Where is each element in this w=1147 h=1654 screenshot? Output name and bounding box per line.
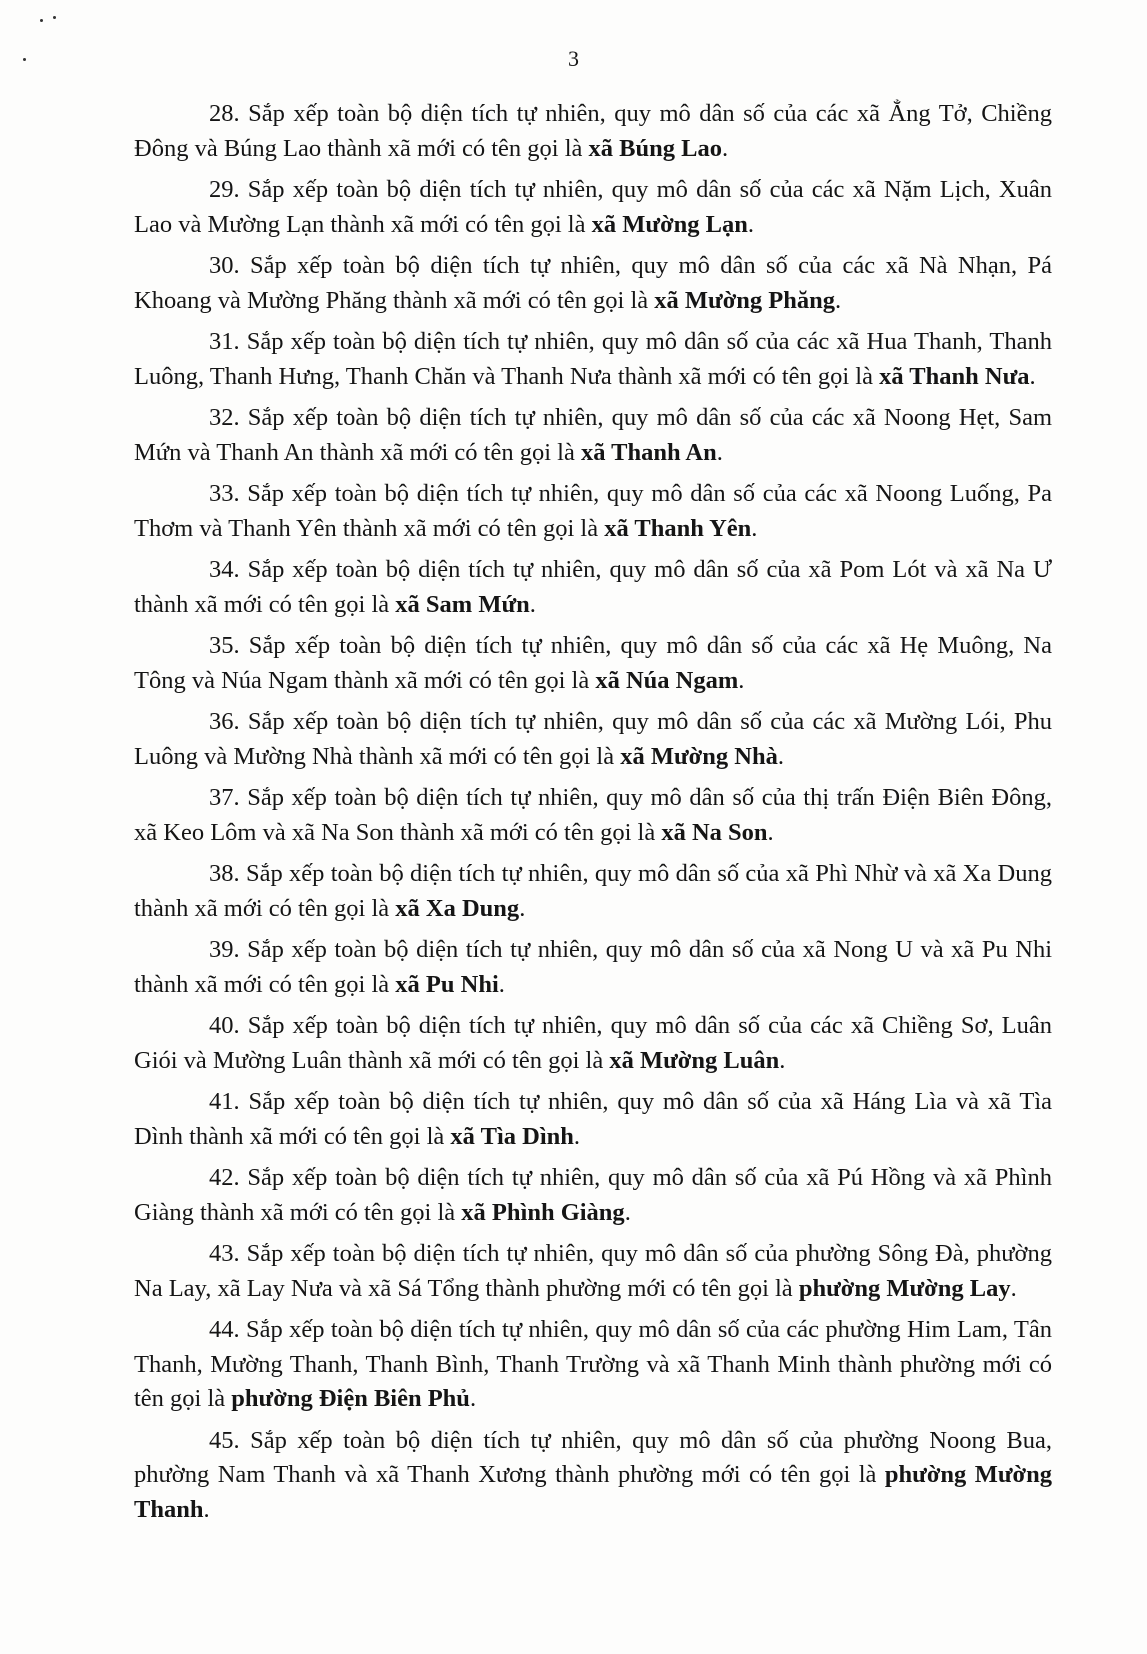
item-end-punctuation: .: [519, 894, 526, 922]
item-end-punctuation: .: [1010, 1274, 1017, 1302]
item-end-punctuation: .: [529, 590, 536, 618]
item-end-punctuation: .: [573, 1122, 581, 1150]
item-text: 43. Sắp xếp toàn bộ diện tích tự nhiên, quy mô dân số của phường Sông Đà, phường Na Lay, xã Lay Nưa và xã Sá Tổng thành phường mới có tên gọi là: [134, 1240, 1052, 1302]
article-item: [134, 781, 1052, 850]
article-item: [134, 1313, 1052, 1417]
item-text: 31. Sắp xếp toàn bộ diện tích tự nhiên, quy mô dân số của các xã Hua Thanh, Thanh Luông, Thanh Hưng, Thanh Chăn và Thanh Nưa thành xã mới có tên gọi là: [134, 328, 1052, 390]
item-end-punctuation: .: [1029, 362, 1036, 390]
item-text: 41. Sắp xếp toàn bộ diện tích tự nhiên, quy mô dân số của xã Háng Lìa và xã Tìa Dình thành xã mới có tên gọi là: [134, 1088, 1052, 1150]
item-text: 44. Sắp xếp toàn bộ diện tích tự nhiên, quy mô dân số của các phường Him Lam, Tân Thanh, Mường Thanh, Thanh Bình, Thanh Trường và xã Thanh Minh thành phường mới có tên gọi là: [134, 1316, 1052, 1412]
item-end-punctuation: .: [751, 514, 758, 542]
item-text: 40. Sắp xếp toàn bộ diện tích tự nhiên, quy mô dân số của các xã Chiềng Sơ, Luân Giói và Mường Luân thành xã mới có tên gọi là: [134, 1012, 1052, 1074]
new-unit-name: xã Xa Dung: [395, 894, 520, 922]
item-text: 39. Sắp xếp toàn bộ diện tích tự nhiên, quy mô dân số của xã Nong U và xã Pu Nhi thành xã mới có tên gọi là: [134, 936, 1052, 998]
scan-speck: [40, 19, 43, 22]
new-unit-name: xã Phình Giàng: [461, 1198, 625, 1226]
item-end-punctuation: .: [835, 286, 842, 314]
item-end-punctuation: .: [624, 1198, 631, 1226]
item-text: 28. Sắp xếp toàn bộ diện tích tự nhiên, quy mô dân số của các xã Ẳng Tở, Chiềng Đông và Búng Lao thành xã mới có tên gọi là: [134, 100, 1052, 162]
item-text: 29. Sắp xếp toàn bộ diện tích tự nhiên, quy mô dân số của các xã Nặm Lịch, Xuân Lao và Mường Lạn thành xã mới có tên gọi là: [134, 176, 1052, 238]
new-unit-name: phường Điện Biên Phủ: [231, 1385, 470, 1412]
item-end-punctuation: .: [779, 1046, 786, 1074]
item-text: 42. Sắp xếp toàn bộ diện tích tự nhiên, quy mô dân số của xã Pú Hồng và xã Phình Giàng thành xã mới có tên gọi là: [134, 1164, 1052, 1226]
article-item: [134, 1085, 1052, 1154]
item-text: 45. Sắp xếp toàn bộ diện tích tự nhiên, quy mô dân số của phường Noong Bua, phường Nam Thanh và xã Thanh Xương thành phường mới có tên gọi là: [134, 1426, 1052, 1488]
new-unit-name: phường Mường Thanh: [134, 1461, 1053, 1523]
item-text: 32. Sắp xếp toàn bộ diện tích tự nhiên, quy mô dân số của các xã Noong Hẹt, Sam Mứn và Thanh An thành xã mới có tên gọi là: [134, 404, 1052, 466]
article-item: [134, 477, 1052, 546]
item-text: 33. Sắp xếp toàn bộ diện tích tự nhiên, quy mô dân số của các xã Noong Luống, Pa Thơm và Thanh Yên thành xã mới có tên gọi là: [134, 480, 1052, 542]
article-item: [134, 325, 1052, 394]
new-unit-name: xã Tìa Dình: [450, 1122, 574, 1150]
new-unit-name: xã Na Son: [661, 818, 768, 846]
document-body: [134, 97, 1052, 1534]
article-item: [134, 1009, 1052, 1078]
page-number: 3: [568, 46, 579, 71]
item-end-punctuation: .: [777, 742, 784, 770]
item-end-punctuation: .: [203, 1495, 210, 1523]
new-unit-name: xã Pu Nhi: [395, 970, 499, 998]
item-text: 34. Sắp xếp toàn bộ diện tích tự nhiên, quy mô dân số của xã Pom Lót và xã Na Ư thành xã mới có tên gọi là: [134, 556, 1052, 618]
new-unit-name: xã Mường Phăng: [654, 286, 836, 314]
item-end-punctuation: .: [716, 438, 723, 466]
article-item: [134, 401, 1052, 470]
new-unit-name: xã Mường Luân: [609, 1046, 780, 1074]
article-item: [134, 1424, 1052, 1528]
new-unit-name: xã Thanh Yên: [604, 514, 752, 542]
new-unit-name: xã Thanh An: [580, 438, 717, 466]
scan-speck: [53, 16, 56, 19]
new-unit-name: xã Mường Lạn: [591, 210, 748, 238]
new-unit-name: phường Mường Lay: [798, 1274, 1011, 1302]
new-unit-name: xã Sam Mứn: [395, 590, 530, 618]
item-end-punctuation: .: [498, 970, 505, 998]
article-item: [134, 173, 1052, 242]
article-item: [134, 1237, 1052, 1306]
item-end-punctuation: .: [721, 134, 729, 162]
article-item: [134, 97, 1052, 166]
item-text: 30. Sắp xếp toàn bộ diện tích tự nhiên, quy mô dân số của các xã Nà Nhạn, Pá Khoang và Mường Phăng thành xã mới có tên gọi là: [134, 252, 1052, 314]
article-item: [134, 249, 1052, 318]
article-item: [134, 553, 1052, 622]
item-text: 36. Sắp xếp toàn bộ diện tích tự nhiên, quy mô dân số của các xã Mường Lói, Phu Luông và Mường Nhà thành xã mới có tên gọi là: [134, 708, 1052, 770]
article-item: [134, 705, 1052, 774]
new-unit-name: xã Búng Lao: [588, 134, 722, 162]
item-text: 38. Sắp xếp toàn bộ diện tích tự nhiên, quy mô dân số của xã Phì Nhừ và xã Xa Dung thành xã mới có tên gọi là: [134, 860, 1052, 922]
new-unit-name: xã Núa Ngam: [595, 666, 739, 694]
item-text: 35. Sắp xếp toàn bộ diện tích tự nhiên, quy mô dân số của các xã Hẹ Muông, Na Tông và Núa Ngam thành xã mới có tên gọi là: [134, 632, 1052, 694]
item-end-punctuation: .: [747, 210, 754, 238]
new-unit-name: xã Mường Nhà: [620, 742, 778, 770]
item-end-punctuation: .: [469, 1385, 477, 1412]
item-text: 37. Sắp xếp toàn bộ diện tích tự nhiên, quy mô dân số của thị trấn Điện Biên Đông, xã Keo Lôm và xã Na Son thành xã mới có tên gọi là: [134, 784, 1052, 846]
item-end-punctuation: .: [738, 666, 745, 694]
article-item: [134, 933, 1052, 1002]
item-end-punctuation: .: [767, 818, 774, 846]
new-unit-name: xã Thanh Nưa: [879, 362, 1030, 390]
article-item: [134, 629, 1052, 698]
article-item: [134, 1161, 1052, 1230]
article-item: [134, 857, 1052, 926]
